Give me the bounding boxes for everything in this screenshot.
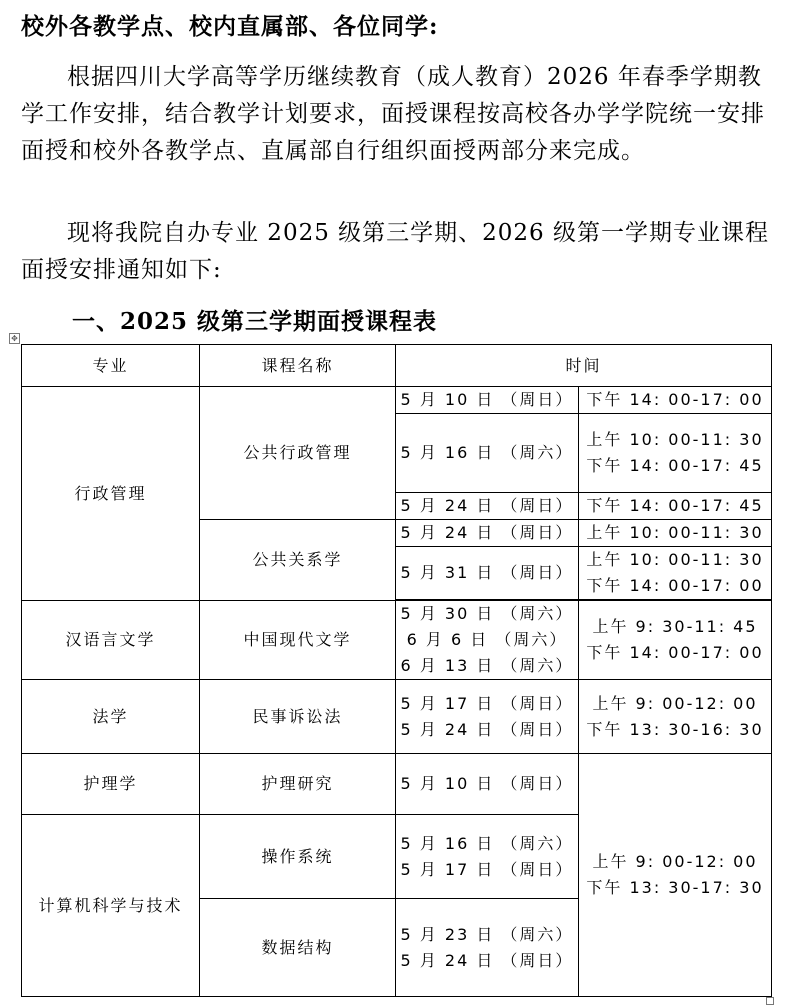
time-cell: 上午 9: 00-12: 00 下午 13: 30-17: 30 (579, 754, 772, 997)
table-row (22, 680, 772, 754)
salutation: 校外各教学点、校内直属部、各位同学: (21, 13, 439, 40)
time-cell: 上午 9: 30-11: 45 下午 14: 00-17: 00 (579, 601, 772, 680)
date-cell: 5 月 16 日 （周六） 5 月 17 日 （周日） (396, 815, 579, 899)
major-cell: 行政管理 (22, 387, 200, 601)
time-cell: 下午 14: 00-17: 00 (579, 387, 772, 414)
course-cell: 中国现代文学 (200, 601, 396, 680)
section-title: 一、2025 级第三学期面授课程表 (72, 308, 438, 335)
time-cell: 下午 14: 00-17: 45 (579, 493, 772, 520)
course-cell: 公共关系学 (200, 520, 396, 601)
major-cell: 汉语言文学 (22, 601, 200, 680)
header-course: 课程名称 (200, 345, 396, 387)
paragraph-notice-text: 现将我院自办专业 2025 级第三学期、2026 级第一学期专业课程面授安排通知如下: (21, 220, 769, 283)
table-resize-handle[interactable] (766, 997, 774, 1005)
time-cell: 上午 10: 00-11: 30 下午 14: 00-17: 45 (579, 414, 772, 493)
course-cell: 数据结构 (200, 899, 396, 997)
date-cell: 5 月 17 日 （周日） 5 月 24 日 （周日） (396, 680, 579, 754)
table-header-row (22, 345, 772, 387)
header-major: 专业 (22, 345, 200, 387)
date-cell: 5 月 10 日 （周日） (396, 754, 579, 815)
date-cell: 5 月 31 日 （周日） (396, 547, 579, 600)
schedule-table (21, 344, 772, 997)
major-cell: 法学 (22, 680, 200, 754)
major-cell: 护理学 (22, 754, 200, 815)
date-cell: 5 月 16 日 （周六） (396, 414, 579, 493)
time-cell: 上午 10: 00-11: 30 下午 14: 00-17: 00 (579, 547, 772, 600)
course-cell: 公共行政管理 (200, 387, 396, 520)
time-cell: 上午 9: 00-12: 00 下午 13: 30-16: 30 (579, 680, 772, 754)
paragraph-intro-text: 根据四川大学高等学历继续教育（成人教育）2026 年春季学期教学工作安排，结合教学计划要求，面授课程按高校各办学学院统一安排面授和校外各教学点、直属部自行组织面授两部分来完成。 (21, 64, 765, 164)
paragraph-notice (21, 215, 781, 289)
time-cell: 上午 10: 00-11: 30 (579, 520, 772, 547)
date-cell: 5 月 23 日 （周六） 5 月 24 日 （周日） (396, 899, 579, 997)
date-cell: 5 月 24 日 （周日） (396, 520, 579, 547)
major-cell: 计算机科学与技术 (22, 815, 200, 997)
table-row (22, 754, 772, 815)
course-cell: 操作系统 (200, 815, 396, 899)
table-row (22, 387, 772, 414)
table-row (22, 601, 772, 680)
course-cell: 民事诉讼法 (200, 680, 396, 754)
table-move-handle-icon[interactable]: ✥ (9, 333, 20, 344)
date-cell: 5 月 24 日 （周日） (396, 493, 579, 520)
date-cell: 5 月 10 日 （周日） (396, 387, 579, 414)
date-cell: 5 月 30 日 （周六） 6 月 6 日 （周六） 6 月 13 日 （周六） (396, 601, 579, 680)
header-time: 时间 (396, 345, 772, 387)
course-cell: 护理研究 (200, 754, 396, 815)
paragraph-intro (21, 59, 781, 170)
